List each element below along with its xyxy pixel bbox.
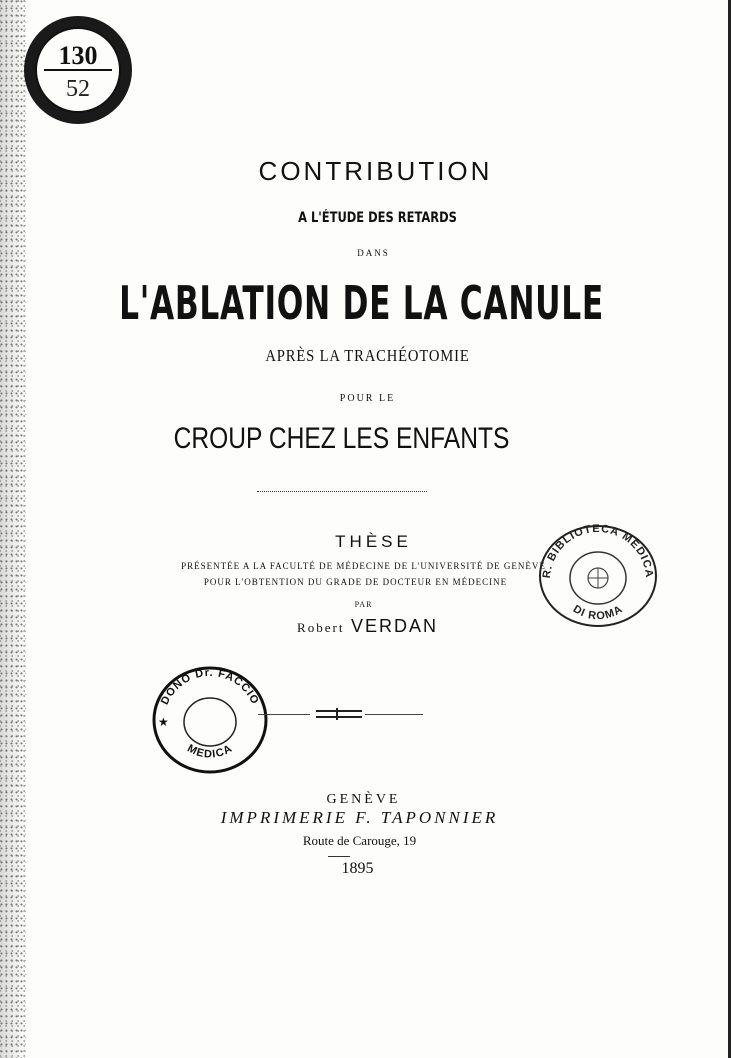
author-last-name: VERDAN xyxy=(350,616,438,636)
donation-ring-top: DONO Dr. FACCIO xyxy=(158,666,262,707)
ornamental-divider xyxy=(258,713,423,717)
presentation-line-1: PRÉSENTÉE A LA FACULTÉ DE MÉDECINE DE L'UNIVERSITÉ DE GENÈVE xyxy=(181,561,546,571)
title-etude: A L'ÉTUDE DES RETARDS xyxy=(298,210,457,226)
short-divider xyxy=(328,856,350,857)
presentation-line-2: POUR L'OBTENTION DU GRADE DE DOCTEUR EN MÉDECINE xyxy=(203,577,508,587)
donation-ring-bottom: MEDICA xyxy=(185,742,235,761)
biblioteca-ring-bottom: DI ROMA xyxy=(570,603,626,623)
main-title: L'ABLATION DE LA CANULE xyxy=(119,276,604,330)
by-label: PAR xyxy=(354,600,373,609)
svg-text:DI ROMA xyxy=(571,603,625,622)
library-number-bottom: 52 xyxy=(66,76,90,102)
svg-text:MEDICA xyxy=(185,742,235,760)
dotted-divider xyxy=(257,491,427,492)
donation-stamp xyxy=(148,664,272,776)
printer-name: IMPRIMERIE F. TAPONNIER xyxy=(220,808,499,827)
title-dans: DANS xyxy=(357,248,390,258)
title-pour-le: POUR LE xyxy=(339,393,396,404)
library-number-top: 130 xyxy=(58,41,98,70)
library-number-stamp xyxy=(22,14,134,126)
publication-year: 1895 xyxy=(341,860,374,877)
svg-text:DONO Dr. FACCIO xyxy=(159,667,261,707)
title-apres: APRÈS LA TRACHÉOTOMIE xyxy=(265,346,470,365)
star-icon: ★ xyxy=(158,715,169,729)
title-croup: CROUP CHEZ LES ENFANTS xyxy=(173,422,510,455)
author-first-name: Robert xyxy=(297,620,345,635)
printer-address: Route de Carouge, 19 xyxy=(302,833,417,848)
biblioteca-stamp xyxy=(532,520,664,630)
publication-place: GENÈVE xyxy=(326,792,401,807)
title-contribution: CONTRIBUTION xyxy=(258,156,493,186)
thesis-label: THÈSE xyxy=(335,532,412,551)
biblioteca-ring-top: R. BIBLIOTECA MEDICA xyxy=(540,522,656,579)
